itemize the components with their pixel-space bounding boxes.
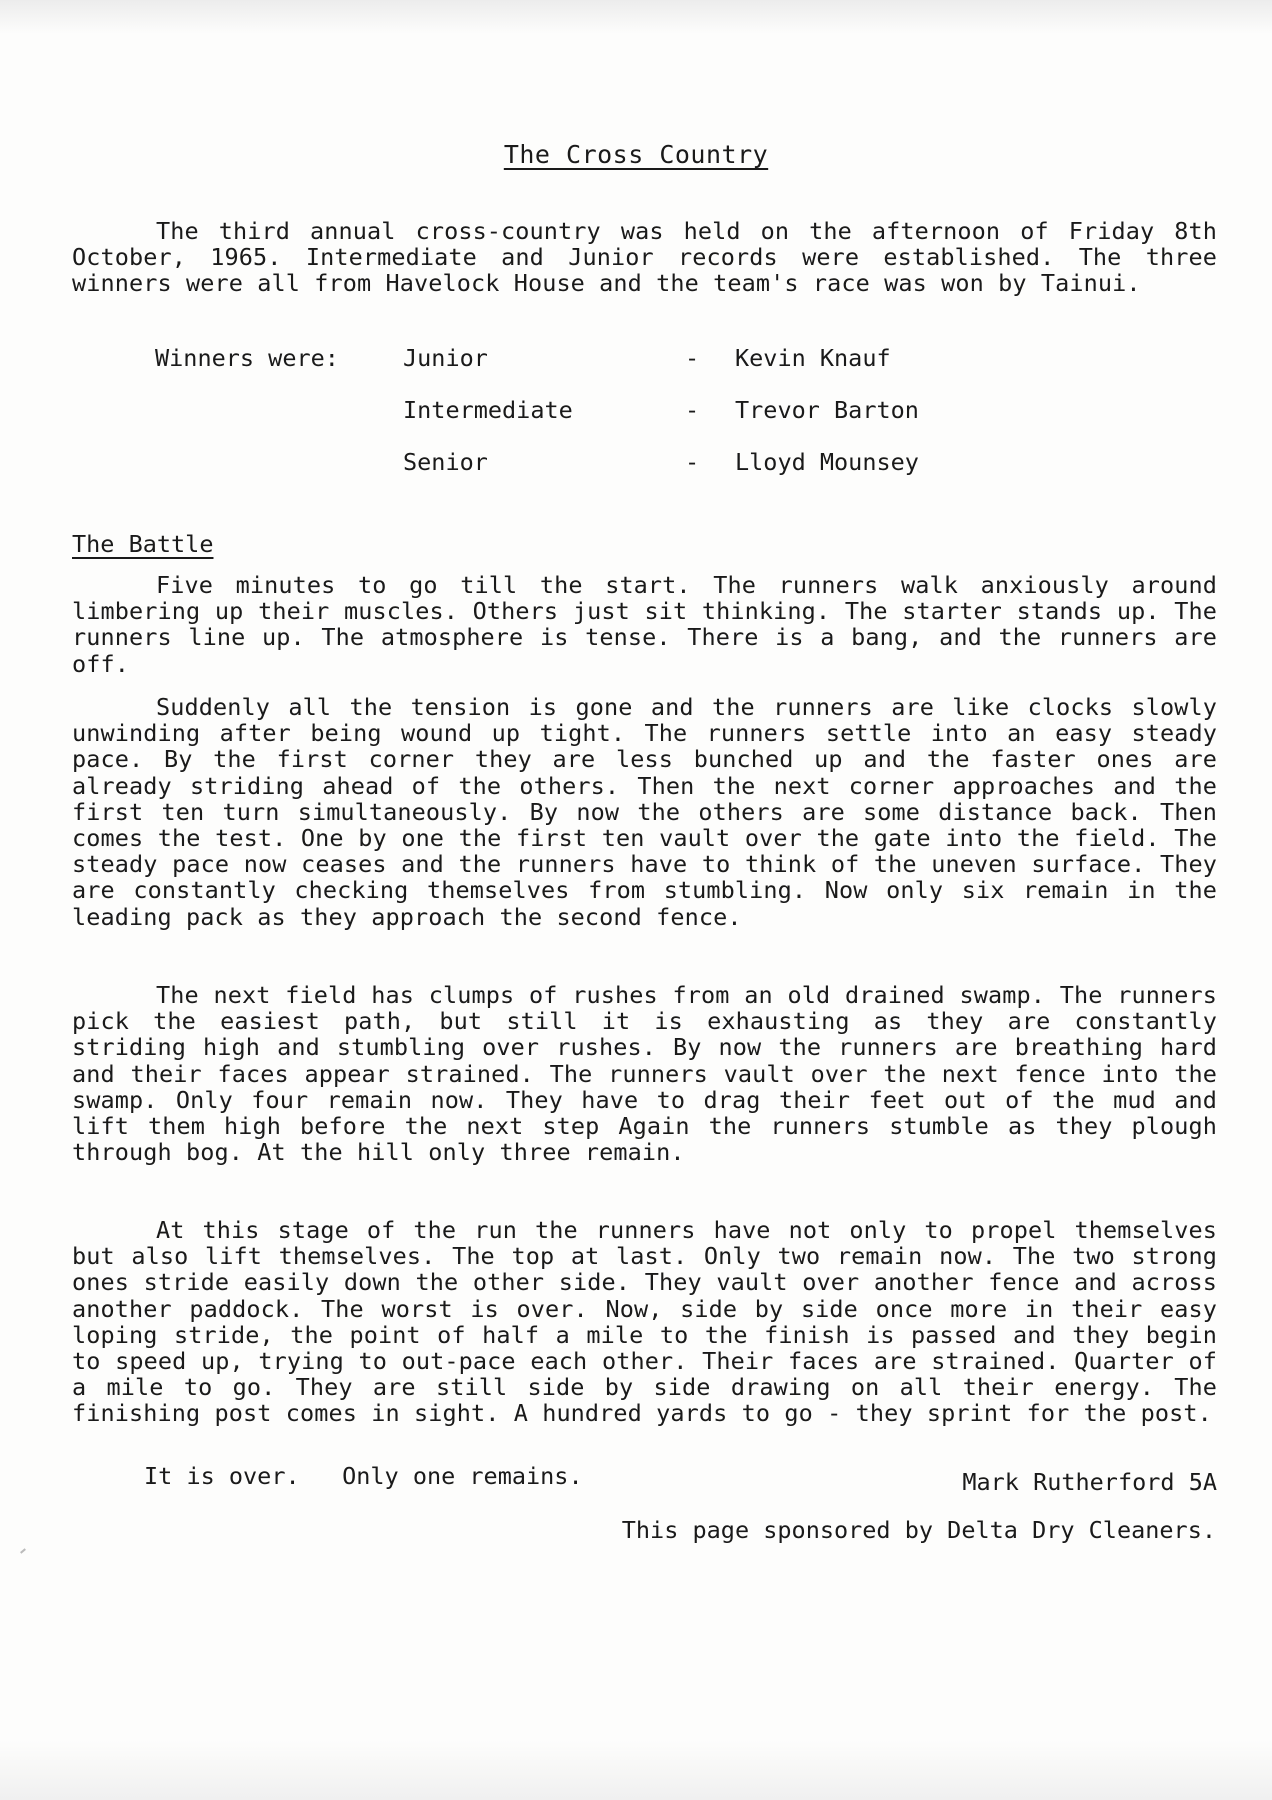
scan-speck (20, 1548, 26, 1553)
author-signature: Mark Rutherford 5A (962, 1468, 1217, 1496)
closing-line: It is over. Only one remains. (144, 1462, 583, 1490)
winner-dash: - (685, 344, 700, 372)
body-paragraph: The next field has clumps of rushes from an old drained swamp. The runners pick the easiest path, but still it is exhausting as they are constantly striding high and stumbling over rushes. By now the runners are breathing hard and their faces appear strained. The runners vault over the next fence into the swamp. Only four remain now. They have to drag their feet out of the mud and lift them high before the next step Again the runners stumble as they plough through bog. At the hill only three remain. (72, 981, 1217, 1167)
winner-category: Junior (403, 344, 488, 372)
winner-category: Senior (403, 448, 488, 476)
winner-dash: - (685, 396, 700, 424)
body-paragraph: Suddenly all the tension is gone and the runners are like clocks slowly unwinding after being wound up tight. The runners settle into an easy steady pace. By the first corner they are less bunched up and the faster ones are already striding ahead of the others. Then the next corner approaches and the first ten turn simultaneously. By now the others are some distance back. Then comes the test. One by one the first ten vault over the gate into the field. The steady pace now ceases and the runners have to think of the uneven surface. They are constantly checking themselves from stumbling. Now only six remain in the leading pack as they approach the second fence. (72, 693, 1217, 931)
scan-shadow-top (0, 0, 1272, 34)
page-title: The Cross Country (503, 140, 769, 169)
body-paragraph: Five minutes to go till the start. The runners walk anxiously around limbering up their muscles. Others just sit thinking. The starter stands up. The runners line up. The atmosphere is tense. There is a bang, and the runners are off. (72, 571, 1217, 678)
intro-paragraph: The third annual cross-country was held on the afternoon of Friday 8th October, 1965. Intermediate and Junior records were established. The three winners were all from Havelock House and the team's race was won by Tainui. (72, 217, 1217, 298)
scan-shadow-bottom (0, 1740, 1272, 1800)
winner-name: Lloyd Mounsey (735, 448, 919, 476)
winner-name: Trevor Barton (735, 396, 919, 424)
winner-category: Intermediate (403, 396, 573, 424)
body-paragraph: At this stage of the run the runners have not only to propel themselves but also lift themselves. The top at last. Only two remain now. The two strong ones stride easily down the other side. They vault over another fence and across another paddock. The worst is over. Now, side by side once more in their easy loping stride, the point of half a mile to the finish is passed and they begin to speed up, trying to out-pace each other. Their faces are strained. Quarter of a mile to go. They are still side by side drawing on all their energy. The finishing post comes in sight. A hundred yards to go - they sprint for the post. (72, 1216, 1217, 1428)
winners-label: Winners were: (155, 344, 339, 372)
winner-dash: - (685, 448, 700, 476)
winner-name: Kevin Knauf (735, 344, 891, 372)
sponsor-note: This page sponsored by Delta Dry Cleaners. (621, 1516, 1216, 1544)
section-heading: The Battle (72, 530, 214, 558)
